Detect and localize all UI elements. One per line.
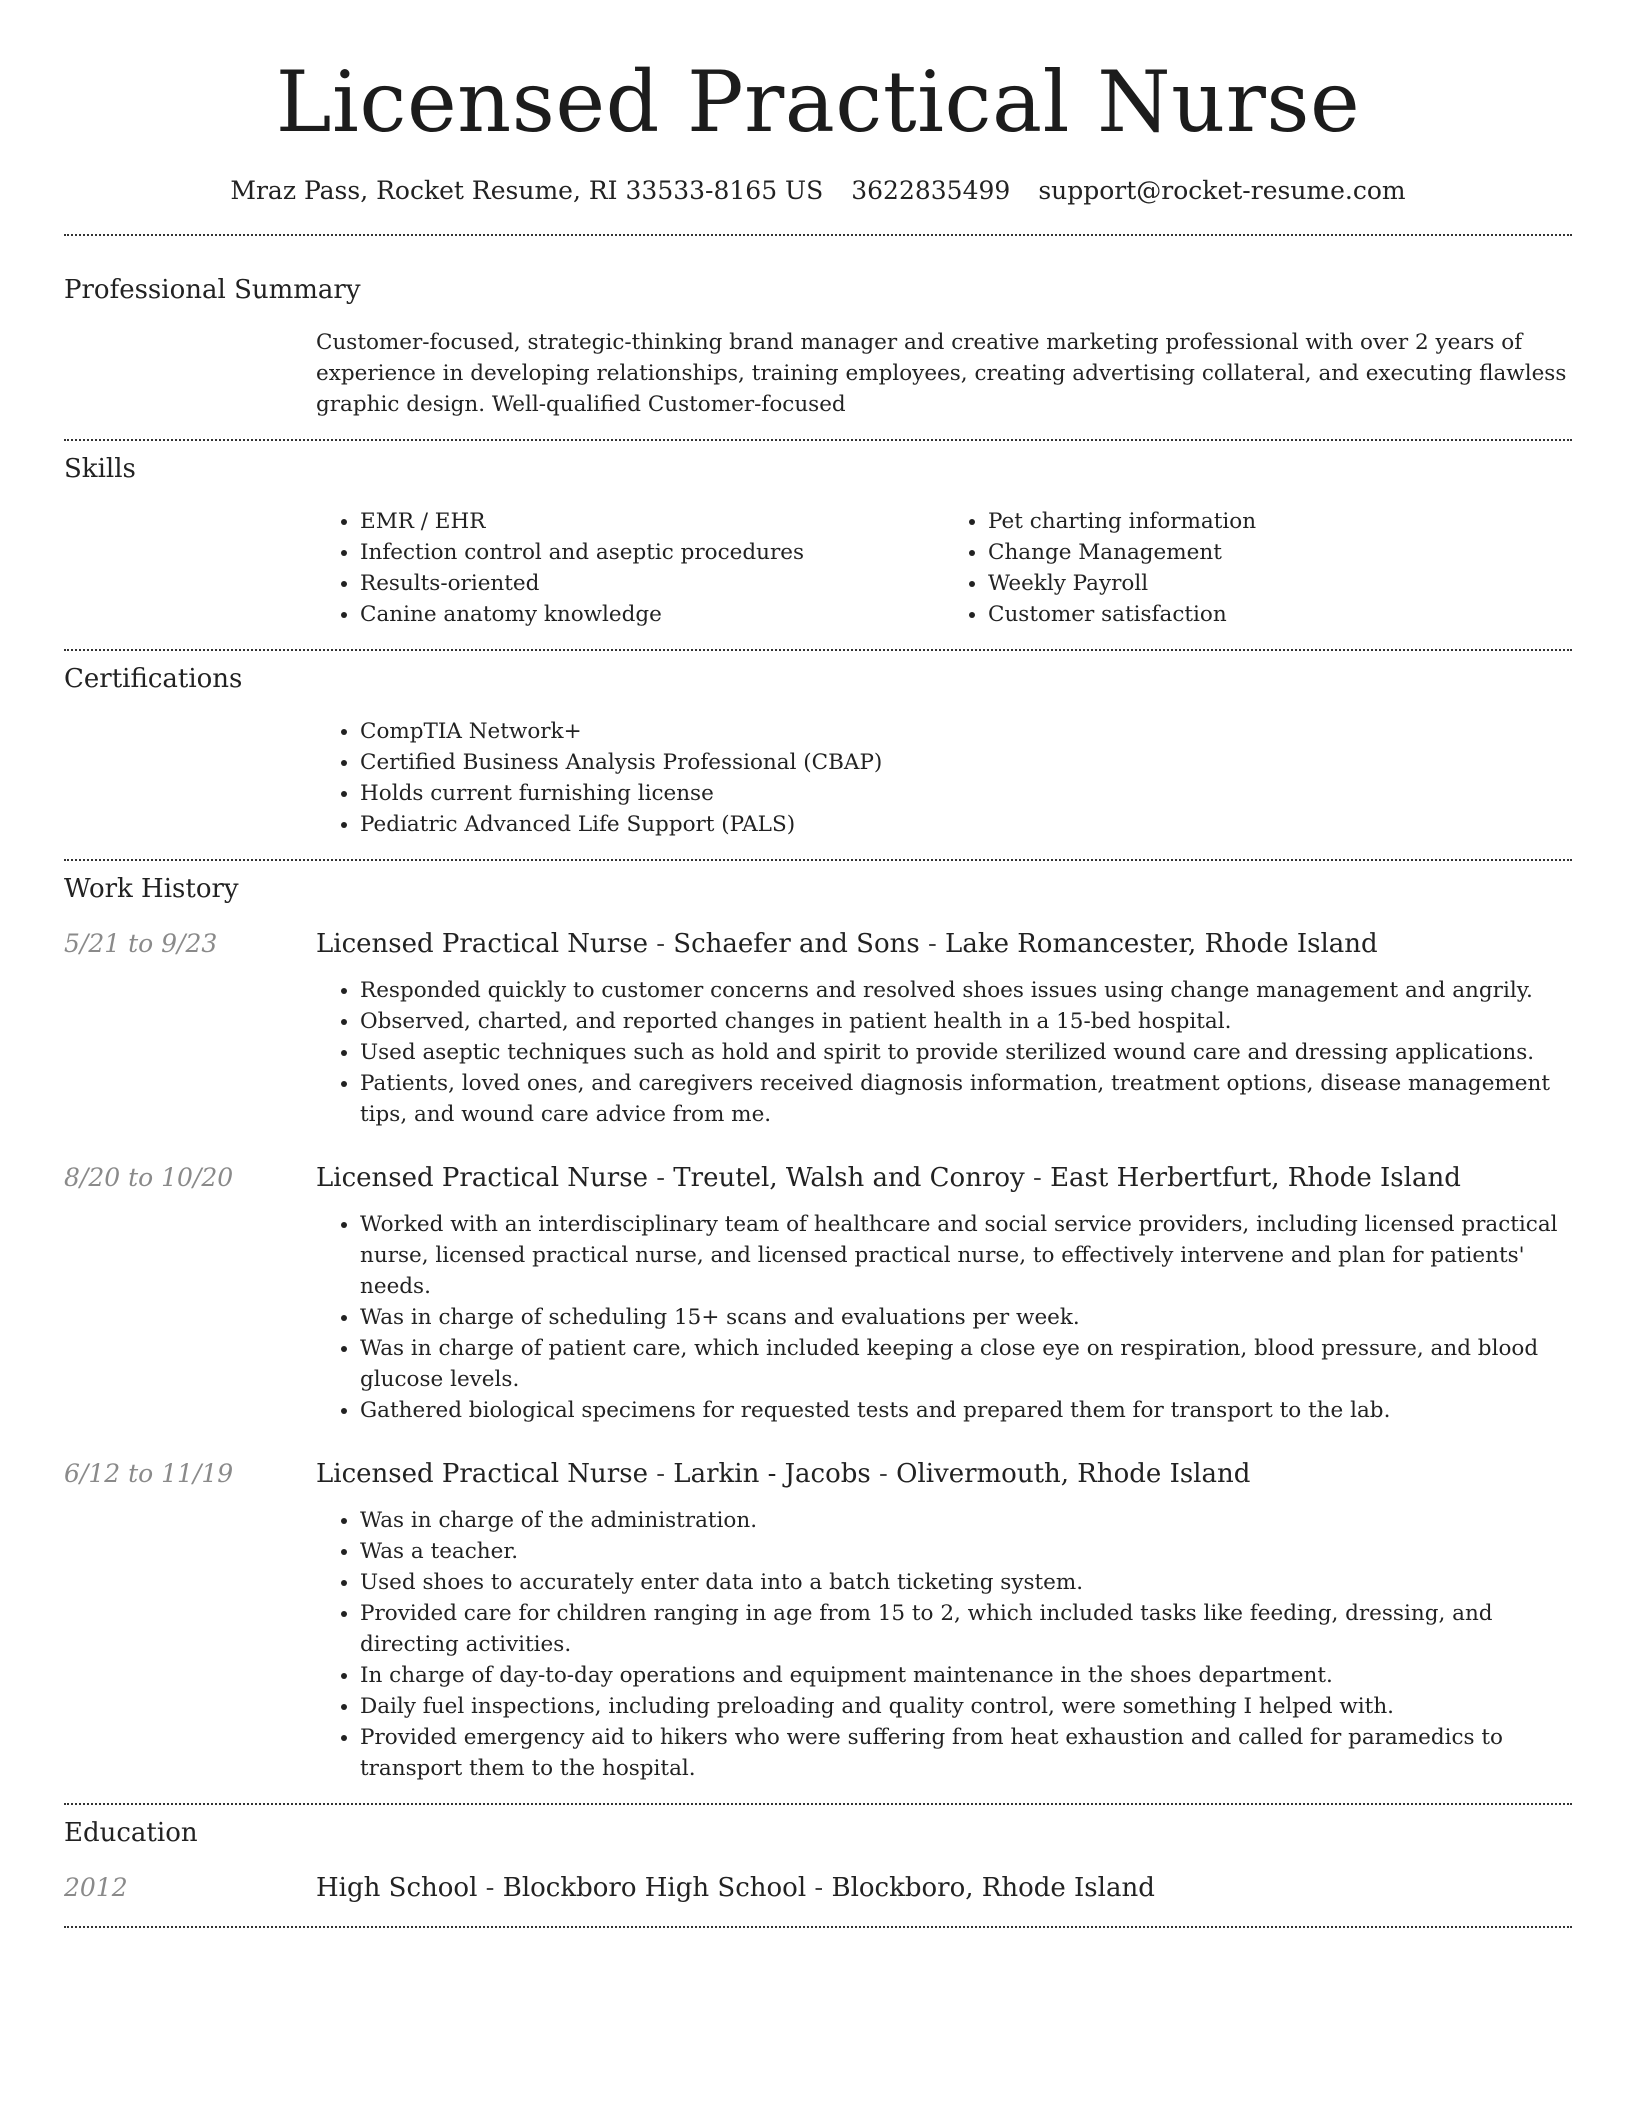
separator: - — [806, 1873, 832, 1903]
job-bullet-list — [316, 975, 1572, 1130]
skills-list — [316, 506, 1572, 630]
job-entry — [64, 1160, 1572, 1426]
job-bullets — [316, 1209, 1572, 1426]
list-item: • Was in charge of patient care, which included keeping a close eye on respiration, blood pressure, and blood glucose levels. — [360, 1333, 1572, 1395]
job-bullets — [316, 1505, 1572, 1784]
separator: - — [647, 1459, 674, 1489]
job-role: Licensed Practical Nurse — [316, 1459, 648, 1489]
divider — [64, 1803, 1572, 1805]
section-title-work-history: Work History — [64, 874, 239, 904]
list-item: • Was in charge of the administration. — [360, 1505, 1572, 1536]
certifications-items — [316, 716, 1572, 840]
divider — [64, 1926, 1572, 1928]
list-item: • Customer satisfaction — [988, 599, 1572, 630]
section-title-certifications: Certifications — [64, 664, 243, 694]
list-item: • Certified Business Analysis Professional (CBAP) — [360, 747, 1572, 778]
separator: - — [477, 1873, 503, 1903]
job-title-line — [316, 1160, 1572, 1196]
list-item: • Daily fuel inspections, including preloading and quality control, were something I helped with. — [360, 1691, 1572, 1722]
job-location: Lake Romancester, Rhode Island — [945, 929, 1378, 959]
list-item: • Change Management — [988, 537, 1572, 568]
separator: - — [1024, 1163, 1051, 1193]
education-year: 2012 — [64, 1873, 128, 1902]
education-school: Blockboro High School — [502, 1873, 807, 1903]
list-item: • Used shoes to accurately enter data into a batch ticketing system. — [360, 1567, 1572, 1598]
resume-page — [64, 0, 1572, 1928]
work-history-entries — [64, 926, 1572, 1784]
job-bullet-list — [316, 1209, 1572, 1426]
list-item: • CompTIA Network+ — [360, 716, 1572, 747]
phone: 3622835499 — [851, 176, 1011, 205]
separator: - — [870, 1459, 897, 1489]
education-title-line — [316, 1870, 1572, 1906]
contact-line — [64, 174, 1572, 208]
education-entry — [64, 1870, 1572, 1906]
candidate-name: Licensed Practical Nurse — [275, 53, 1361, 151]
divider — [64, 859, 1572, 861]
divider — [64, 234, 1572, 236]
job-dates: 8/20 to 10/20 — [64, 1163, 234, 1192]
list-item: • Used aseptic techniques such as hold and spirit to provide sterilized wound care and dressing applications. — [360, 1037, 1572, 1068]
separator: - — [919, 929, 946, 959]
job-title-line — [316, 1456, 1572, 1492]
job-dates: 5/21 to 9/23 — [64, 929, 218, 958]
job-entry — [64, 1456, 1572, 1784]
education-entries — [64, 1870, 1572, 1906]
job-dates: 6/12 to 11/19 — [64, 1459, 234, 1488]
list-item: • Weekly Payroll — [988, 568, 1572, 599]
job-location: East Herbertfurt, Rhode Island — [1050, 1163, 1461, 1193]
section-title-education: Education — [64, 1818, 198, 1848]
list-item: • Gathered biological specimens for requested tests and prepared them for transport to the lab. — [360, 1395, 1572, 1426]
list-item: • Holds current furnishing license — [360, 778, 1572, 809]
job-company: Schaefer and Sons — [673, 929, 920, 959]
list-item: • In charge of day-to-day operations and equipment maintenance in the shoes department. — [360, 1660, 1572, 1691]
list-item: • Was in charge of scheduling 15+ scans and evaluations per week. — [360, 1302, 1572, 1333]
job-role: Licensed Practical Nurse — [316, 929, 648, 959]
divider — [64, 649, 1572, 651]
list-item: • Observed, charted, and reported changes in patient health in a 15-bed hospital. — [360, 1006, 1572, 1037]
skills-column-right — [944, 506, 1572, 630]
job-location: Olivermouth, Rhode Island — [896, 1459, 1251, 1489]
list-item: • Canine anatomy knowledge — [360, 599, 944, 630]
list-item: • Worked with an interdisciplinary team of healthcare and social service providers, including licensed practical nurse, licensed practical nurse, and licensed practical nurse, to effectively intervene and plan for patients' needs. — [360, 1209, 1572, 1302]
list-item: • Patients, loved ones, and caregivers received diagnosis information, treatment options, disease management tips, and wound care advice from me. — [360, 1068, 1572, 1130]
certifications-list — [316, 716, 1572, 840]
job-role: Licensed Practical Nurse — [316, 1163, 648, 1193]
list-item: • Pediatric Advanced Life Support (PALS) — [360, 809, 1572, 840]
section-title-skills: Skills — [64, 454, 136, 484]
job-bullet-list — [316, 1505, 1572, 1784]
separator: - — [647, 1163, 674, 1193]
list-item: • Infection control and aseptic procedures — [360, 537, 944, 568]
education-degree: High School — [316, 1873, 478, 1903]
list-item: • Provided emergency aid to hikers who were suffering from heat exhaustion and called for paramedics to transport them to the hospital. — [360, 1722, 1572, 1784]
address: Mraz Pass, Rocket Resume, RI 33533-8165 US — [230, 176, 824, 205]
section-title-summary: Professional Summary — [64, 275, 361, 305]
job-title-line — [316, 926, 1572, 962]
list-item: • Responded quickly to customer concerns and resolved shoes issues using change management and angrily. — [360, 975, 1572, 1006]
education-location: Blockboro, Rhode Island — [831, 1873, 1155, 1903]
list-item: • Provided care for children ranging in age from 15 to 2, which included tasks like feeding, dressing, and directing activities. — [360, 1598, 1572, 1660]
job-bullets — [316, 975, 1572, 1130]
job-company: Larkin - Jacobs — [673, 1459, 871, 1489]
email: support@rocket-resume.com — [1038, 176, 1406, 205]
divider — [64, 439, 1572, 441]
list-item: • EMR / EHR — [360, 506, 944, 537]
summary-text: Customer-focused, strategic-thinking brand manager and creative marketing professional with over 2 years of experience in developing relationships, training employees, creating advertising collateral, and executing flawless graphic design. Well-qualified Customer-focused — [316, 330, 1567, 417]
list-item: • Pet charting information — [988, 506, 1572, 537]
separator: - — [647, 929, 674, 959]
skills-column-left — [316, 506, 944, 630]
job-company: Treutel, Walsh and Conroy — [673, 1163, 1025, 1193]
job-entry — [64, 926, 1572, 1130]
list-item: • Was a teacher. — [360, 1536, 1572, 1567]
list-item: • Results-oriented — [360, 568, 944, 599]
